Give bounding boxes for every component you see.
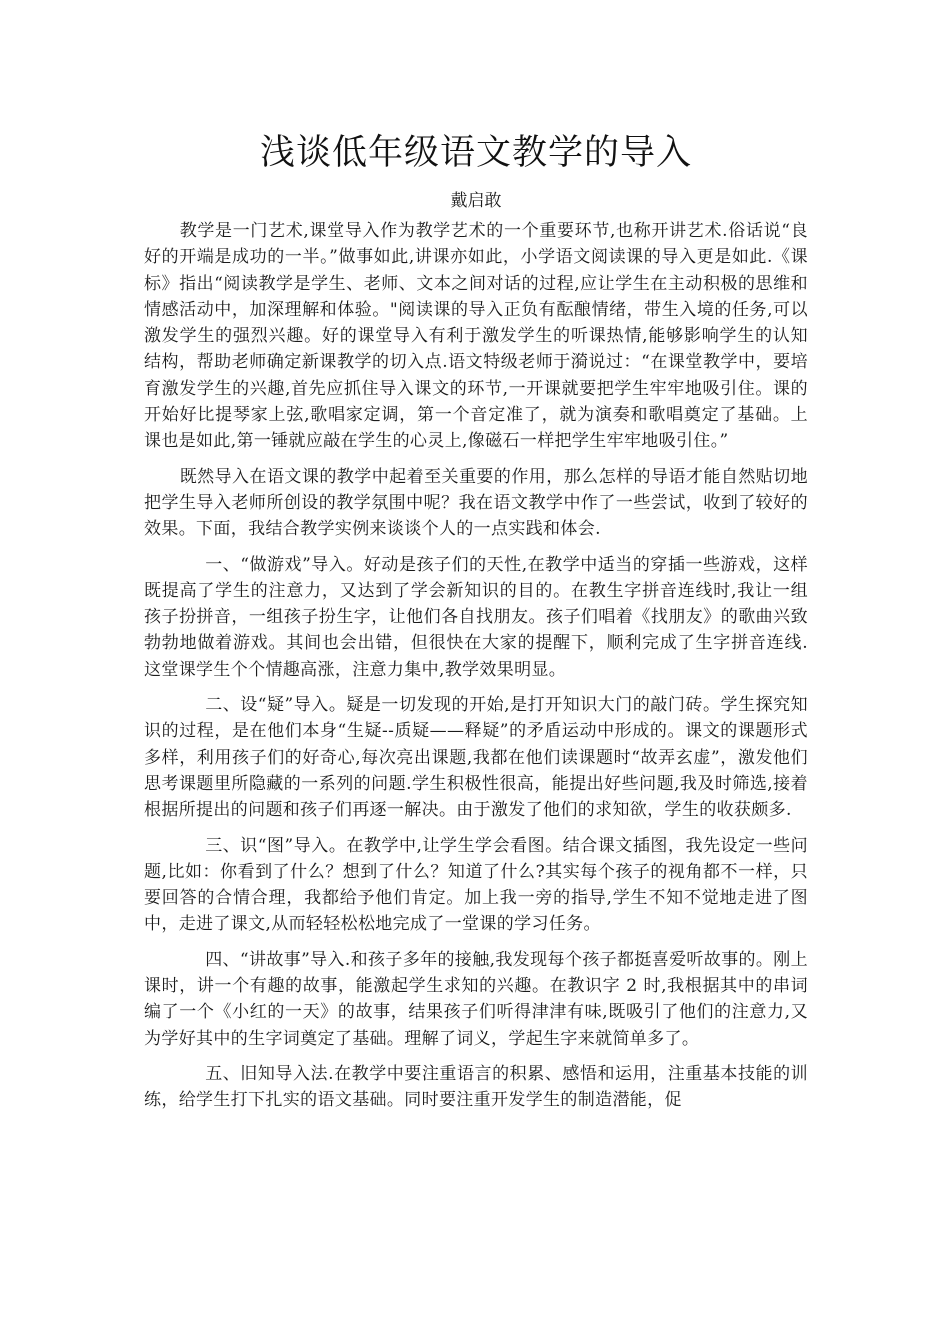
paragraph-method-story: 四、“讲故事”导入.和孩子多年的接触,我发现每个孩子都挺喜爱听故事的。刚上课时，讲一个有趣的故事，能激起学生求知的兴趣。在教识字 2 时,我根据其中的串词编了一个《小红的一天》的故事，结果孩子们听得津津有味,既吸引了他们的注意力,又为学好其中的生字词奠定了基础。理解了词义，学起生字来就简单多了。 <box>144 949 808 1049</box>
paragraph-method-picture: 三、识“图”导入。在教学中,让学生学会看图。结合课文插图，我先设定一些问题,比如：你看到了什么？想到了什么？知道了什么?其实每个孩子的视角都不一样，只要回答的合情合理，我都给予他们肯定。加上我一旁的指导,学生不知不觉地走进了图中，走进了课文,从而轻轻松松地完成了一堂课的学习任务。 <box>144 835 808 935</box>
paragraph-method-game: 一、“做游戏”导入。好动是孩子们的天性,在教学中适当的穿插一些游戏，这样既提高了学生的注意力，又达到了学会新知识的目的。在教生字拼音连线时,我让一组孩子扮拼音，一组孩子扮生字，让他们各自找朋友。孩子们唱着《找朋友》的歌曲兴致勃勃地做着游戏。其间也会出错，但很快在大家的提醒下，顺利完成了生字拼音连线.这堂课学生个个情趣高涨，注意力集中,教学效果明显。 <box>144 554 808 680</box>
article <box>144 126 808 1123</box>
paragraph-method-prior-knowledge: 五、旧知导入法.在教学中要注重语言的积累、感悟和运用，注重基本技能的训练，给学生打下扎实的语文基础。同时要注重开发学生的制造潜能，促 <box>144 1063 808 1111</box>
paragraph-transition: 既然导入在语文课的教学中起着至关重要的作用，那么怎样的导语才能自然贴切地把学生导入老师所创设的教学氛围中呢？我在语文教学中作了一些尝试，收到了较好的效果。下面，我结合教学实例来谈谈个人的一点实践和体会. <box>144 466 808 540</box>
article-author: 戴启敢 <box>450 191 502 211</box>
article-title: 浅谈低年级语文教学的导入 <box>259 133 692 173</box>
paragraph-intro: 教学是一门艺术,课堂导入作为教学艺术的一个重要环节,也称开讲艺术.俗话说“良好的开端是成功的一半。”做事如此,讲课亦如此，小学语文阅读课的导入更是如此.《课标》指出“阅读教学是学生、老师、文本之间对话的过程,应让学生在主动积极的思维和情感活动中，加深理解和体验。"阅读课的导入正负有酝酿情绪，带生入境的任务,可以激发学生的强烈兴趣。好的课堂导入有利于激发学生的听课热情,能够影响学生的认知结构，帮助老师确定新课教学的切入点.语文特级老师于漪说过：“在课堂教学中，要培育激发学生的兴趣,首先应抓住导入课文的环节,一开课就要把学生牢牢地吸引住。课的开始好比提琴家上弦,歌唱家定调，第一个音定准了，就为演奏和歌唱奠定了基础。上课也是如此,第一锤就应敲在学生的心灵上,像磁石一样把学生牢牢地吸引住。” <box>144 221 808 452</box>
paragraph-method-question: 二、设“疑”导入。疑是一切发现的开始,是打开知识大门的敲门砖。学生探究知识的过程，是在他们本身“生疑--质疑——释疑”的矛盾运动中形成的。课文的课题形式多样，利用孩子们的好奇心,每次亮出课题,我都在他们读课题时“故弄玄虚”，激发他们思考课题里所隐藏的一系列的问题.学生积极性很高，能提出好些问题,我及时筛选,接着根据所提出的问题和孩子们再逐一解决。由于激发了他们的求知欲，学生的收获颇多. <box>144 695 808 821</box>
